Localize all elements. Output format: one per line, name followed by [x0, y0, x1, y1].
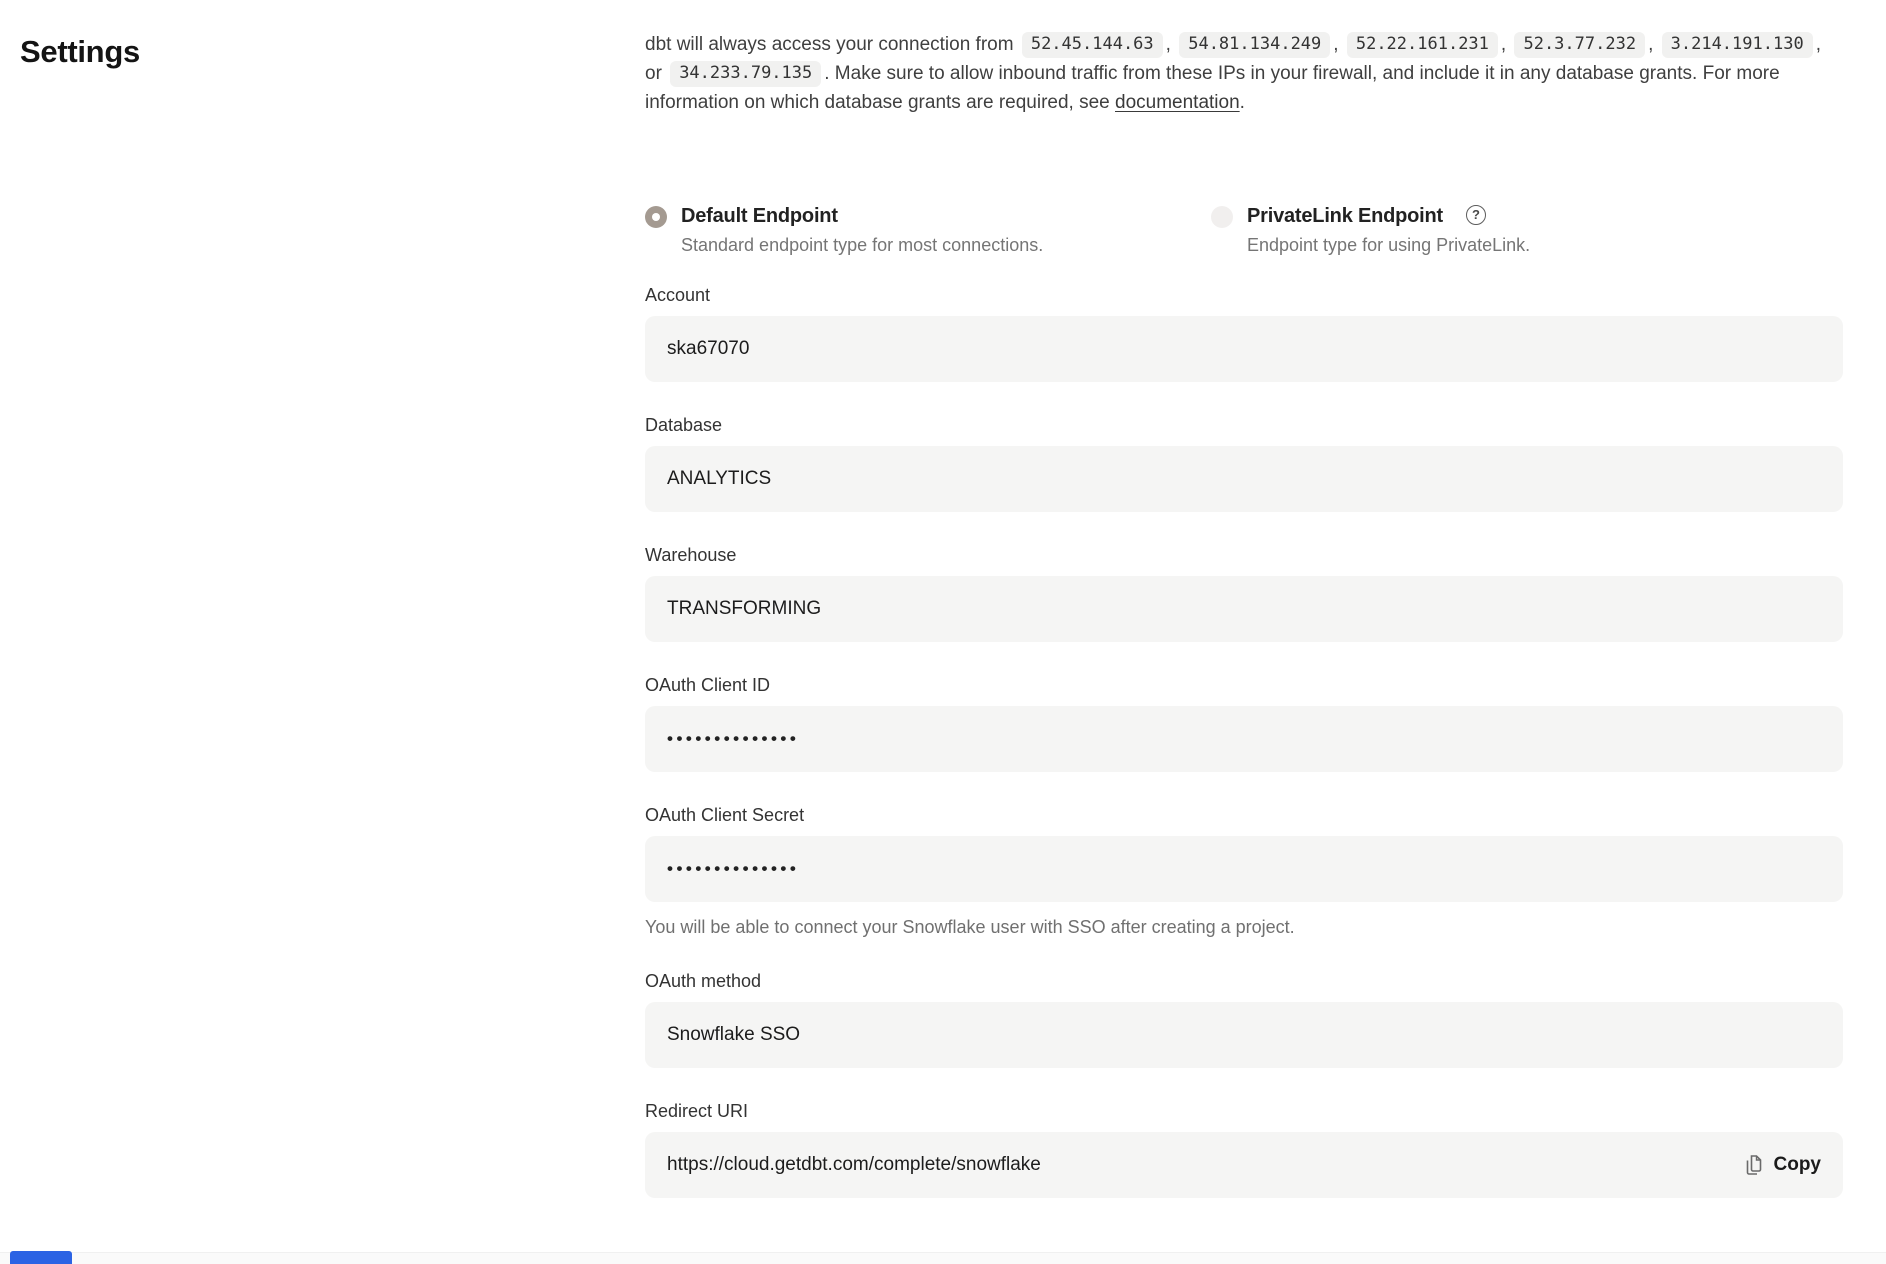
ip-address-chip: 34.233.79.135: [670, 61, 821, 87]
warehouse-label: Warehouse: [645, 545, 737, 565]
endpoint-type-radio-group: [645, 205, 1843, 256]
ip-address-chip: 52.3.77.232: [1514, 32, 1645, 58]
account-field-group: [645, 285, 1843, 382]
privatelink-endpoint-radio[interactable]: [1211, 206, 1233, 228]
intro-text-before: dbt will always access your connection from: [645, 34, 1019, 55]
oauth-method-field-group: [645, 971, 1843, 1068]
connection-settings-panel: [645, 30, 1843, 1198]
help-icon[interactable]: ?: [1466, 205, 1486, 225]
database-value: ANALYTICS: [667, 468, 772, 489]
redirect-uri-input[interactable]: [645, 1132, 1843, 1198]
ip-address-chip: 3.214.191.130: [1662, 32, 1813, 58]
redirect-uri-value: https://cloud.getdbt.com/complete/snowflake: [667, 1154, 1041, 1175]
redirect-uri-label: Redirect URI: [645, 1101, 749, 1121]
account-label: Account: [645, 285, 711, 305]
database-input[interactable]: [645, 446, 1843, 512]
page-title: Settings: [20, 34, 140, 69]
database-field-group: [645, 415, 1843, 512]
separator: ,: [1333, 34, 1344, 55]
oauth-method-label: OAuth method: [645, 971, 762, 991]
copy-icon: [1743, 1153, 1764, 1177]
default-endpoint-description: Standard endpoint type for most connections.: [681, 235, 1044, 255]
warehouse-field-group: [645, 545, 1843, 642]
default-endpoint-radio[interactable]: [645, 206, 667, 228]
documentation-link[interactable]: documentation: [1115, 92, 1240, 113]
period: .: [1239, 92, 1245, 113]
oauth-client-id-label: OAuth Client ID: [645, 675, 771, 695]
ip-address-chip: 54.81.134.249: [1179, 32, 1330, 58]
oauth-method-value: Snowflake SSO: [667, 1024, 801, 1045]
endpoint-option-privatelink[interactable]: [1211, 205, 1843, 256]
database-label: Database: [645, 415, 723, 435]
oauth-client-secret-label: OAuth Client Secret: [645, 805, 805, 825]
separator: , or: [645, 34, 1821, 84]
oauth-client-secret-value: ••••••••••••••: [667, 859, 800, 878]
default-endpoint-label: Default Endpoint: [681, 205, 838, 227]
ip-address-chip: 52.22.161.231: [1347, 32, 1498, 58]
footer-bar-edge: [0, 1252, 1886, 1264]
oauth-client-secret-field-group: [645, 805, 1843, 938]
privatelink-endpoint-label: PrivateLink Endpoint: [1247, 205, 1444, 227]
connection-info-text: [645, 30, 1843, 117]
oauth-client-secret-input[interactable]: [645, 836, 1843, 902]
sso-help-text: You will be able to connect your Snowflake user with SSO after creating a project.: [645, 917, 1295, 937]
copy-button[interactable]: [1743, 1153, 1822, 1177]
separator: ,: [1165, 34, 1177, 55]
oauth-client-id-field-group: [645, 675, 1843, 772]
account-value: ska67070: [667, 338, 750, 359]
redirect-uri-field-group: [645, 1101, 1843, 1198]
ip-address-chip: 52.45.144.63: [1022, 32, 1163, 58]
footer-button-partial[interactable]: [10, 1251, 72, 1264]
oauth-client-id-value: ••••••••••••••: [667, 729, 800, 748]
oauth-client-id-input[interactable]: [645, 706, 1843, 772]
separator: ,: [1500, 34, 1512, 55]
warehouse-value: TRANSFORMING: [667, 598, 822, 619]
warehouse-input[interactable]: [645, 576, 1843, 642]
separator: ,: [1648, 34, 1659, 55]
oauth-method-input[interactable]: [645, 1002, 1843, 1068]
endpoint-option-default[interactable]: [645, 205, 1211, 256]
privatelink-endpoint-description: Endpoint type for using PrivateLink.: [1247, 235, 1531, 255]
account-input[interactable]: [645, 316, 1843, 382]
intro-text-after: . Make sure to allow inbound traffic from these IPs in your firewall, and include it in any database grants. For more information on which database grants are required, see: [645, 63, 1780, 113]
copy-button-label: Copy: [1773, 1154, 1821, 1175]
